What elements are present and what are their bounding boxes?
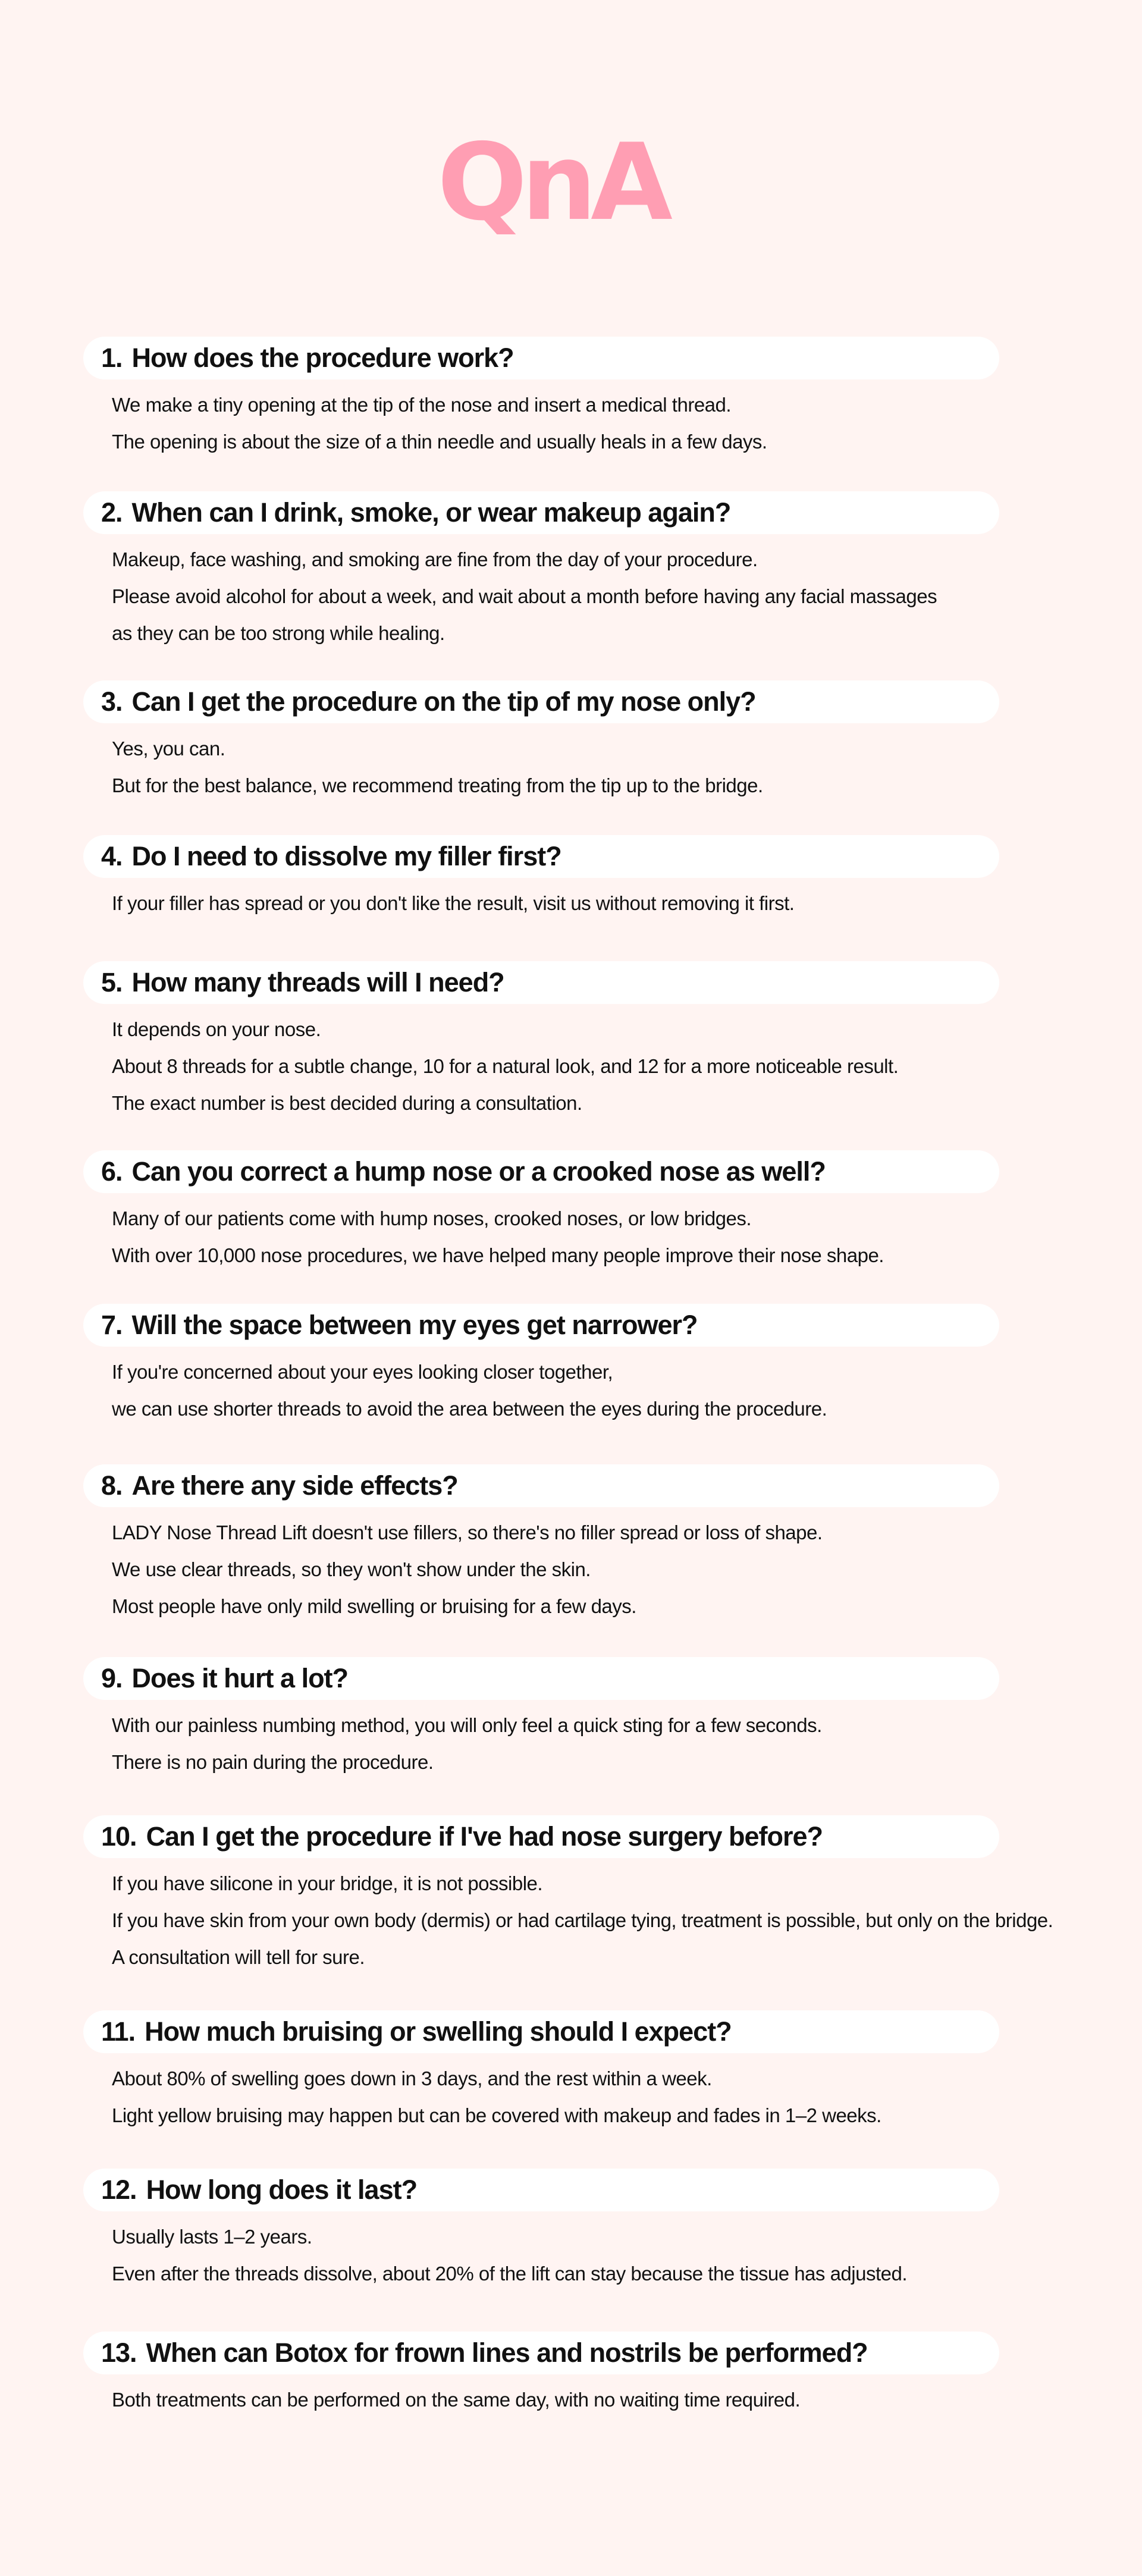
question-number: 1. xyxy=(101,343,123,373)
question-text: When can I drink, smoke, or wear makeup again? xyxy=(131,497,731,528)
answer-line: Usually lasts 1–2 years. xyxy=(112,2226,312,2248)
question-bar xyxy=(83,2010,999,2053)
answer xyxy=(83,541,999,652)
answer xyxy=(83,1865,1053,1976)
question-text: How long does it last? xyxy=(146,2175,418,2205)
answer-line: A consultation will tell for sure. xyxy=(112,1946,365,1968)
answer-line: as they can be too strong while healing. xyxy=(112,622,445,644)
question-bar xyxy=(83,2169,999,2211)
answer xyxy=(83,1011,999,1122)
question-bar xyxy=(83,2332,999,2374)
answer-line: Makeup, face washing, and smoking are fine from the day of your procedure. xyxy=(112,548,758,570)
answer xyxy=(83,387,999,460)
question-text: How much bruising or swelling should I expect? xyxy=(145,2016,732,2047)
answer-line: Light yellow bruising may happen but can be covered with makeup and fades in 1–2 weeks. xyxy=(112,2104,881,2126)
qa-item xyxy=(83,680,999,804)
qa-item xyxy=(83,2010,999,2134)
question-number: 7. xyxy=(101,1310,123,1340)
question-bar xyxy=(83,680,999,723)
answer xyxy=(83,730,999,804)
qa-item xyxy=(83,1464,999,1625)
question-bar xyxy=(83,835,999,878)
answer xyxy=(83,1514,999,1625)
qa-item xyxy=(83,835,999,922)
question-text: When can Botox for frown lines and nostrils be performed? xyxy=(146,2337,868,2368)
question-bar xyxy=(83,1304,999,1347)
question-number: 9. xyxy=(101,1663,123,1693)
question-number: 10. xyxy=(101,1821,137,1852)
qa-item xyxy=(83,1815,1053,1976)
answer-line: LADY Nose Thread Lift doesn't use fillers, so there's no filler spread or loss of shape. xyxy=(112,1521,823,1543)
question-number: 8. xyxy=(101,1470,123,1501)
question-text: Does it hurt a lot? xyxy=(131,1663,349,1693)
answer-line: Many of our patients come with hump noses, crooked noses, or low bridges. xyxy=(112,1207,752,1229)
answer-line: Please avoid alcohol for about a week, and wait about a month before having any facial massages xyxy=(112,585,937,607)
qa-item xyxy=(83,961,999,1122)
question-bar xyxy=(83,1815,999,1858)
answer-line: But for the best balance, we recommend treating from the tip up to the bridge. xyxy=(112,774,763,796)
answer-line: If you're concerned about your eyes looking closer together, xyxy=(112,1361,613,1383)
answer-line: If your filler has spread or you don't like the result, visit us without removing it first. xyxy=(112,892,795,914)
question-bar xyxy=(83,337,999,379)
answer xyxy=(83,1200,999,1274)
answer xyxy=(83,885,999,922)
answer-line: we can use shorter threads to avoid the area between the eyes during the procedure. xyxy=(112,1398,827,1420)
answer xyxy=(83,1707,999,1781)
qa-item xyxy=(83,1657,999,1781)
answer-line: Most people have only mild swelling or bruising for a few days. xyxy=(112,1595,636,1617)
question-text: Can I get the procedure on the tip of my nose only? xyxy=(131,686,756,717)
question-text: How many threads will I need? xyxy=(131,967,504,997)
answer-line: Even after the threads dissolve, about 20% of the lift can stay because the tissue has adjusted. xyxy=(112,2263,908,2285)
answer xyxy=(83,2382,999,2418)
question-bar xyxy=(83,491,999,534)
question-number: 13. xyxy=(101,2337,137,2368)
qa-item xyxy=(83,337,999,460)
answer xyxy=(83,2219,999,2292)
question-text: How does the procedure work? xyxy=(131,343,514,373)
answer-line: The opening is about the size of a thin needle and usually heals in a few days. xyxy=(112,431,767,453)
answer-line: Yes, you can. xyxy=(112,738,225,760)
answer-line: The exact number is best decided during a consultation. xyxy=(112,1092,582,1114)
question-text: Will the space between my eyes get narrower? xyxy=(131,1310,698,1340)
qa-item xyxy=(83,2332,999,2418)
question-number: 2. xyxy=(101,497,123,528)
question-text: Do I need to dissolve my filler first? xyxy=(131,841,561,871)
page-title: QnA xyxy=(437,121,667,244)
question-number: 12. xyxy=(101,2175,137,2205)
qa-item xyxy=(83,1150,999,1274)
question-bar xyxy=(83,961,999,1004)
answer-line: Both treatments can be performed on the same day, with no waiting time required. xyxy=(112,2389,801,2411)
question-number: 5. xyxy=(101,967,123,997)
answer-line: There is no pain during the procedure. xyxy=(112,1751,434,1773)
question-number: 11. xyxy=(101,2016,136,2047)
answer xyxy=(83,1354,999,1427)
question-bar xyxy=(83,1464,999,1507)
answer-line: With our painless numbing method, you will only feel a quick sting for a few seconds. xyxy=(112,1714,822,1736)
answer-line: If you have silicone in your bridge, it is not possible. xyxy=(112,1872,543,1894)
question-bar xyxy=(83,1657,999,1700)
qa-item xyxy=(83,2169,999,2292)
answer-line: With over 10,000 nose procedures, we have helped many people improve their nose shape. xyxy=(112,1244,884,1266)
answer xyxy=(83,2060,999,2134)
answer-line: It depends on your nose. xyxy=(112,1018,321,1040)
answer-line: We make a tiny opening at the tip of the nose and insert a medical thread. xyxy=(112,394,732,416)
answer-line: About 8 threads for a subtle change, 10 for a natural look, and 12 for a more noticeable result. xyxy=(112,1055,899,1077)
question-number: 6. xyxy=(101,1156,123,1187)
qa-item xyxy=(83,1304,999,1427)
question-text: Are there any side effects? xyxy=(131,1470,458,1501)
question-number: 3. xyxy=(101,686,123,717)
question-bar xyxy=(83,1150,999,1193)
question-text: Can I get the procedure if I've had nose surgery before? xyxy=(146,1821,823,1852)
qa-item xyxy=(83,491,999,652)
question-number: 4. xyxy=(101,841,123,871)
answer-line: About 80% of swelling goes down in 3 days, and the rest within a week. xyxy=(112,2067,712,2089)
answer-line: We use clear threads, so they won't show under the skin. xyxy=(112,1558,591,1580)
question-text: Can you correct a hump nose or a crooked nose as well? xyxy=(131,1156,826,1187)
answer-line: If you have skin from your own body (dermis) or had cartilage tying, treatment is possible, but only on the bridge. xyxy=(112,1909,1053,1931)
